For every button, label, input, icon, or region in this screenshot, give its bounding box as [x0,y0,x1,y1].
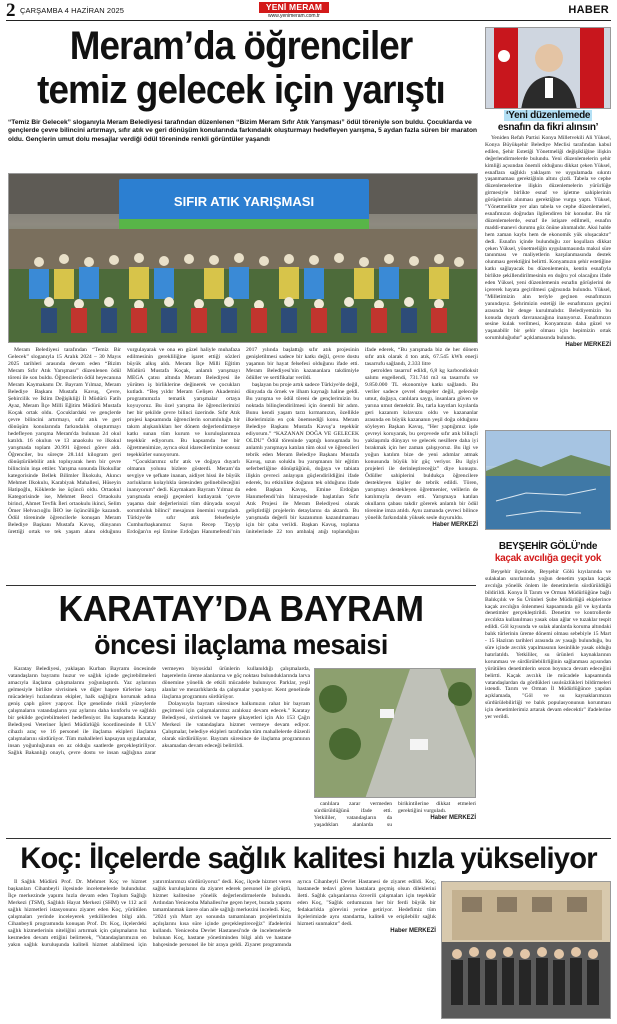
article1-signature: Haber MERKEZİ [432,522,478,528]
article1-headline-line1: Meram’da öğrenciler [69,24,413,68]
sidebar1-headline-line1: ‘Yeni düzenlemede [505,110,591,121]
lake-photo-icon [486,431,611,530]
article2-bottom [314,801,476,834]
sidebar1-photo [485,27,611,109]
sidebar2-text: Beyşehir ilçesinde, Beyşehir Gölü kıyılarında ve sulakalan sınırlarında yoğun denetim yapılan kaçak avcılığa yönelik önlem ile denetimlerin sürdürüldüğü bildirildi. Konya İl Tarım ve Orman Müdürlüğüne bağlı Balıkçılık ve Su Ürünleri Şube Müdürlüğü ekiplerince kaçak avcılığın önlenmesi kapsamında göl ve kıyılarda denetimler gerçekleştirildi. Denetim ve kontrollerde avcılıkta kullanılması yasak olan ağlar ve tuzaklar tespit edildi. Göl kıyısında ve sulak alanlarda koruma altındaki balık türlerinin üreme dönemi olması sebebiyle 15 Mart - 15 Haziran tarihleri arasında av yasağı bulunduğu, bu süre içinde avcılık yapılmasının kesinlikle yasak olduğu hatırlatıldı. Yetkililer, su ürünleri kaynaklarının korunması ve sürdürülebilirliğinin sağlanması açısından yürütülen denetimlerin sezon boyunca devam edeceğini belirtti. Kaçak avcılık ile mücadele kapsamında vatandaşlardan da gördükleri usulsüzlükleri bildirmeleri istendi. Tarım ve Orman İl Müdürlüğünce yapılan açıklamada, "Göl ve su kaynaklarımızın sürdürülebilirliği ve balık populasyonunun korunması için denetimlerimiz artarak devam edecektir" ifadelerine yer verildi. [485,569,611,721]
divider [6,585,476,586]
article2-signature: Haber MERKEZİ [430,815,476,821]
brand-url: www.yenimeram.com.tr [268,13,320,19]
sidebar1-body [485,135,611,425]
street-photo-icon [315,669,476,798]
article3-photo [441,881,611,1019]
sidebar2-body [485,569,611,837]
sidebar2-photo [485,430,611,530]
sidebar1-headline-line2: esnafın da fikri alınsın’ [497,121,599,133]
article2-headline-line2: öncesi ilaçlama mesaisi [94,629,388,660]
sidebar1-text: Yeniden Refah Partisi Konya Milletvekili Ali Yüksel, Konya Büyükşehir Belediye Meclisi tarafından kabul edilen, Şehir Estetiği Yönetmeliği değişikliğine ilişkin değerlendirmelerde bulundu. Yeni düzenlemelerin şehir kimliği açısından önemli olduğunu dikkat çeken Yüksel, esnaflara sağlıklı yaklaşım ve uygulamada sıkıntı yaşanmaması gerektiğinin altını çizdi. Tabela ve cephe düzenlemelerine ilişkin düzenlemelerin yürürlüğe girmesiyle birlikte esnaf ve işletme sahiplerinin görüşlerinin alınması gerektiğine vurgu yaptı. Yüksel, "Yönetmelikte yer alan tabela ve cephe düzenlemeleri, esnafımızın doğrudan ilgilendiren bir konudur. Bu tür düzenlemelerde, esnaf ile istişare edilmeli, esnafın maddi-manevi durumu göz önüne alınmalıdır. Aksi halde hem zaman kaybı hem de ekonomik yük oluşacaktır" dedi. Esnafın içinde bulunduğu zor koşullara dikkat çeken Yüksel, yönetmeliğin uygulanmasında makul süre tanınması ve maliyetlerin karşılanmasında destek olunması gerektiğini belirtti. Konyamızın şehir estetiğine katkı sağlayacak bu düzenlemenin, kentin esnafıyla birlikte şekillendirilmesinin en doğru yol olacağını ifade eden Yüksel, yeni düzenlemenin esnafın görüşlerini de içererek hayata geçirilmesi çağrısında bulundu. Yüksel, "Milletimizin alın teriyle geçinen esnafımızın yanındayız. Şehrimizin estetiği ile esnafımızın geçimi arasında bir denge kurulmalıdır. Belediyemizin bu konuda duyarlı davranacağına inanıyoruz. Esnafımızın sesine kulak verilmesi, Konyamızın daha güzel ve yaşanabilir bir şehir olması için hepimizin ortak sorumluluğudur" açıklamasında bulundu. [485,135,611,342]
group-photo-icon [442,882,611,1019]
sidebar1-signature: Haber MERKEZİ [565,342,611,349]
ceremony-photo-icon [9,174,478,343]
article1-body [8,347,478,579]
issue-date: ÇARŞAMBA 4 HAZİRAN 2025 [20,6,125,15]
sidebar2-headline [485,541,611,565]
article3-signature: Haber MERKEZİ [390,928,436,934]
article1-lead: “Temiz Bir Gelecek” sloganıyla Meram Belediyesi tarafından düzenlenen “Bizim Meram Sıfır Atık Yarışması” ödül töreniyle son buldu. Çocuklarda ve gençlerde çevre bilincini artırmayı, sıfır atık ve geri dönüşüm konularında farkındalık oluşturmayı hedefleyen yarışma, 5 aydan fazla süren bir maraton oldu. Gençlerin umut dolu mesajlar verdiği ödül töreninde renkli görüntüler yaşandı [8,119,478,143]
brand-logo: YENİ MERAM [259,2,329,13]
divider [6,838,611,839]
article1-col-3: başlayan bu proje artık sadece Türkiye'de değil, dünyada da örnek ve ilham kaynağı haline geldi. Bu yarışma ve ödül töreni de gençlerimizin bu noktada bilinçlendirilmesi için önemli bir adım. Bunu kendi yaşam tarzı kırmamızın, özellikle ilkelerimizin en çok önemsediği konu. Meram Belediye Başkanı Mustafa Kavuş’a teşekkür ediyorum.” “KAZANAN DOĞA VE GELECEK OLDU” Ödül töreninde yaptığı konuşmada bu anlamlı yarışmaya katılan tüm okul ve öğrencileri tebrik eden Meram Belediye Başkanı Mustafa Kavuş, uzun soluklu bu yarışmanın bir eğitim seferberliğine dönüştüğünü, doğaya ve tabiata ilişkin çevreci anlayışın güçlendirildiğini ifade ederek, bu etkinlikte doğanın tek olduğunu ifade eden Başkan Kavuş, Emine Erdoğan Hanımefendi’nin himayesinde başlatılan Sıfır Atık Projesi ile Meram Belediyesi olarak geliştirdiği projelerin detaylarını da aktardı. Bu yarışmada değerli bir kazanımın kazanılmaması için bir çaba verildi. Başkan Kavuş, toplama ünitelerinde 22 ton ambalaj atığı toplandığını ifade ederek, “Bu yarışmada biz de her dönem sıfır atık olarak 4 ton atık, 67.545 kWh enerji tasarrufu sağlandı, 2.333 litre [246,347,478,535]
article1-col-1: Meram Belediyesi tarafından “Temiz Bir Gelecek” sloganıyla 15 Aralık 2024 – 30 Mayıs 2025 tarihleri arasında devam eden “Bizim Meram Sıfır Atık Yarışması” düzenlenen ödül töreni ile son buldu. Öğrencilerin ödül heyecanına Meram Kaymakamı Dr. Bayram Yılmaz, Meram Belediye Başkanı Mustafa Kavuş, Çevre, Şehircilik ve İklim Değişikliği İl Müdürü Fatih Ayaz, Meram İlçe Milli Eğitim Müdürü Mustafa Koçak ortak oldu. Çocuklardaki ve gençlerde çevre bilincini artırmayı, sıfır atık ve geri dönüşüm konularında farkındalık oluşturmayı hedefleyen yarışma Meram'da bulunan 24 okul katıldı. 16 okulun ve 13 anaokulu ve ilkokul yarışmada toplam 20.991 öğrenci görev aldı. Öğrenciler, bu süreçte 28.144 kilogram geri dönüştürülebilir atık topluyarak hem bir çevre bilincinin inşa ettiler. Yarışma sonunda İlkokullar kategorisinde Bellek Bilimler İlkokulu, Akıncı Mehmet Ilkokulu, Karabiyak Mahallesi, Hüseyin Hatipoğlu, Köklerde ise üçüncü oldu. Ortaokul Kategorisinde ise, Mehmet Bezci Ortaokulu birinci, Ahmet Tevfik İleri ortaokulu ikinci, Selim Ömer Helvacıoğlu İHO ise üçüncülüğe kazandı. Ödül töreninde öğrencilerle konuşan Meram Belediye Başkanı Mustafa Kavuş, dünyanın ürettiği ortak ve tek yaşam alanı olduğunu vurgulayarak ve ona en güzel haliyle muhafaza edilmesinin gerekliliğine işaret ettiği sözleri büyük alkış aldı. Meram İlçe Milli Eğitim Müdürü Mustafa Koçak, anlamlı yarışmayı MEGA çatısı altında Meram Belediyesi ile yürüten iş birliklerine değinerek ve çocukları kutladı. “Beş yıldır Meram Gelişen Akademisi programımızla tematik yarışmalar ortaya koyuyoruz. Bu özel yarışma ile öğrencilerimizi her bir şekilde çevre bilinci üzerinde. Sıfır Atık projesi kapsamında öğrencilerin sorumluluğu bir takım alışkanlıkları her dönem değerlendirmeye katkı sunan tüm kurum ve kuruluşlarımıza teşekkür ediyorum. Bu kapsamda her bir öğretmenimize, ayrıca okul idarecilerimize sonsuz teşekkürler sunuyorum. [8,347,240,535]
sidebar2-headline-line2: kaçak avcılığa geçit yok [494,553,602,564]
article2-col-1: Karatay Belediyesi, yaklaşan Kurban Bayramı öncesinde vatandaşların bayramı huzur ve sağlık içinde geçirebilmeleri amacıyla ilaçlama çalışmalarını yoğunlaştırdı. Yaz aylarının gelmesiyle birlikte sivrisinek ve diğer haşere türlerine karşı mücadeleyi hızlandıran ekipler, halk sağlığını korumak adına geniş çaplı görev yapıyor. İlçe genelinde riskli yüzeylerde çalışmaların vatandaşların yaz aylarını daha konforlu ve sağlıklı bir şekilde geçirebilmeleri hedefleniyor. Bu kapsamda Karatay Belediyesi Veteriner İşleri Müdürlüğü koordinesinde 8 ULV cihazlı araç ve 16 personel ile ilaçlama ekipleri ilaçlama çalışmalarını sürdürüyor. Tüm mahalleleri kapsayan uygulamalar, insan yoğunluğunun en az olduğu saatlerde gerçekleştiriliyor. Sağlık Bakanlığı onaylı, çevre dostu ve insan sağlığına zarar vermeyen biyosidal ürünlerin kullanıldığı çalışmalarda, haşerelerin üreme alanlarına ve göç noktası bulunduklarında larva dönemine yönelik de etkili mücadele bulunuyor. Parklar, yeşil alanlar ve mezarlıklarda da çalışmalar yapılıyor. Kent genelinde ilaçlama programını sürdürüyor. [8,666,310,756]
masthead [6,2,611,21]
article1-headline-line2: temiz gelecek için yarıştı [37,68,445,112]
article2-headline-line1: KARATAY’DA BAYRAM [58,588,424,629]
article1-col-2: “Çocuklarımız sıfır atık ve doğaya duyarlı olmanın yolunu bizlere gösterdi. Meram’da sevgiye ve şefkate inanan, aidiyet hissi ile büyük zorlukların kolaylıkla üstesinden gelinebileceğini inanıyorum” dedi. Kaymakam Bayram Yılmaz da yarışmada emeği geçenleri kutlayarak ‘çevre yaşama dair değerlerinizi tüm dünyada sosyal sorumluluk bilinci’ mesajının önemini vurguladı. Türkiye'de sıfır atık felsefesiyle Cumhurbaşkanımız Sayın Recep Tayyip Erdoğan'ın eşi Emine Erdoğan Hanımefendi’nin 2017 yılında başlattığı sıfır atık projesinin genişletilmesi sadece bir katkı değil, çevre dostu yaşamın bir hayat felsefesi olduğunu ifade etti. Meram Belediyesi'nin kazananlara takdimiyle ödüller ve sertifikalar verildi. [127,347,359,535]
article2-col-2: Dolayısıyla bayram süresince halkımızın rahat bir bayram geçirmesi için çalışmalarımız aralıksız devam edecek." Karatay Belediyesi, sivrisinek ve haşere şikayetleri için Alo 153 Çağrı Merkezi ile vatandaşlara hizmet vermeye devam ediyor. Çalışmalar, belediye ekipleri tarafından tüm mahallelerde düzenli olarak sürdürülüyor. Bayram süresince de ilaçlama programının aksamadan devam edeceği belirtildi. [162,701,310,749]
article3-body [8,879,436,1020]
section-label: HABER [568,4,609,16]
article3-text: İl Sağlık Müdürü Prof. Dr. Mehmet Koç ve hizmet başkanları Cihanbeyli ilçesinde incelemelerde bulundular. İlçe merkezinde yapımı hızla devam eden Toplum Sağlığı Merkezi (TSM), Sağlıklı Hayat Merkezi (SHM) ve 112 acil sağlık hizmetleri istasyonunu ziyaret eden Koç, yürütülen çalışmaları yerinde inceleyerek yetkililerden bilgi aldı. Cihanbeyli programında konuşan Prof. Dr. Koç, ilçelerdeki sağlık hizmetlerinin niteliğini artırmak için çalışmaların hız kesmeden devam ettiğini belirterek, "Vatandaşlarımızın en yakın sağlık kuruluşunda kaliteli hizmet alabilmesi için yatırımlarımızı sürdürüyoruz" dedi. Koç, ilçede hizmet veren sağlık kuruluşlarını da ziyaret ederek personel ile görüştü, hizmet kalitesine yönelik değerlendirmelerde bulundu. Ardından Yeniceoba Mahallesi'ne geçen heyet, burada yapımı tamamlanmak üzere olan aile sağlığı merkezini inceledi. Koç, "2024 yılı Mart ayı sonunda tamamlanan projelerimizin açılışlarını kısa süre içinde gerçekleştireceğiz" ifadelerini kullandı. Yeniceoba Devlet Hastanesi'nde de incelemelerde bulunan Koç, hastane yönetiminden bilgi aldı ve hastane bahçesinde personel ile bir araya geldi. Ziyaret programında ayrıca Cihanbeyli Devlet Hastanesi de ziyaret edildi. Koç, hastanede tedavi gören hastalara geçmiş olsun dileklerini iletti. Sağlık çalışanlarına özverili çalışmaları için teşekkür eden Koç, "Sağlık ordumuzun her bir ferdi büyük bir fedakarlıkla görevini yerine getiriyor. Hedefimiz tüm ilçelerimizde aynı standartta, kaliteli ve erişilebilir sağlık hizmeti sunmaktır" dedi. [8,879,436,948]
article2-bottom-text: canlılara zarar vermeden sürdürüldüğünü ifade etti. Yetkililer, vatandaşların da yaşadıkları alanlarda su birikintilerine dikkat etmeleri gerektiğini vurguladı. [314,801,476,828]
sidebar1-headline [485,110,611,133]
article1-photo [8,173,478,343]
portrait-photo-icon [486,28,611,109]
article2-body [8,666,310,832]
photo-banner-text: SIFIR ATIK YARIŞMASI [173,194,315,209]
sidebar2-headline-line1: BEYŞEHİR GÖLÜ’nde [498,541,598,552]
page-number: 2 [6,0,16,21]
article3-headline: Koç: İlçelerde sağlık kalitesi hızla yükseliyor [20,842,597,875]
article1-col-4: petrolden tasarruf edildi, 6,8 kg karbondioksit salımı engellendi, 731.744 m3 su tasarrufu ve 9.850.000 TL ekonomiye katkı sağlandı. Bu veriler sadece çevrel dengeler değil, geleceğe umut, doğaya, canlılara saygı, insanlara güven ve yarına umut demektir. Bu, tarla kayıtları kıyılarda geri kazanım kılavuzu oldu ve kazananlar arasında en büyük kazananın yeşil doğa olduğunu söyleyen Başkan Kavuş, ”Her yaptığımız işde çevreyi koruyarak, bu çerçevede sıfır atık bilinçli yaklaşımla dünyayı ve gelecek nesillere daha iyi bırakmak için her zaman çalışıyoruz. Bu ilgi ve yoğun katılım bize de yeni adımlar atmak konusunda büyük bir güç veriyor. Bu ilgiyi projeleri ile derinleştireceğiz” diye konuştu. Ödüller sahiplerini buldukça öğrencilere destekleyen kişiler de tebrik edildi. Tören, yarışmayı destekleyen öğretmenler, velilerin de katılımıyla devam etti. Yarışmaya katılan okulların çabası takdir görerek anlamlı bir ödül törenine imza atıldı. Aynı zamanda çevreci bilince yönelik farkındalık yüksek sesle duyuruldu. [365,368,478,521]
article2-photo [314,668,476,798]
article1-headline [25,24,457,112]
